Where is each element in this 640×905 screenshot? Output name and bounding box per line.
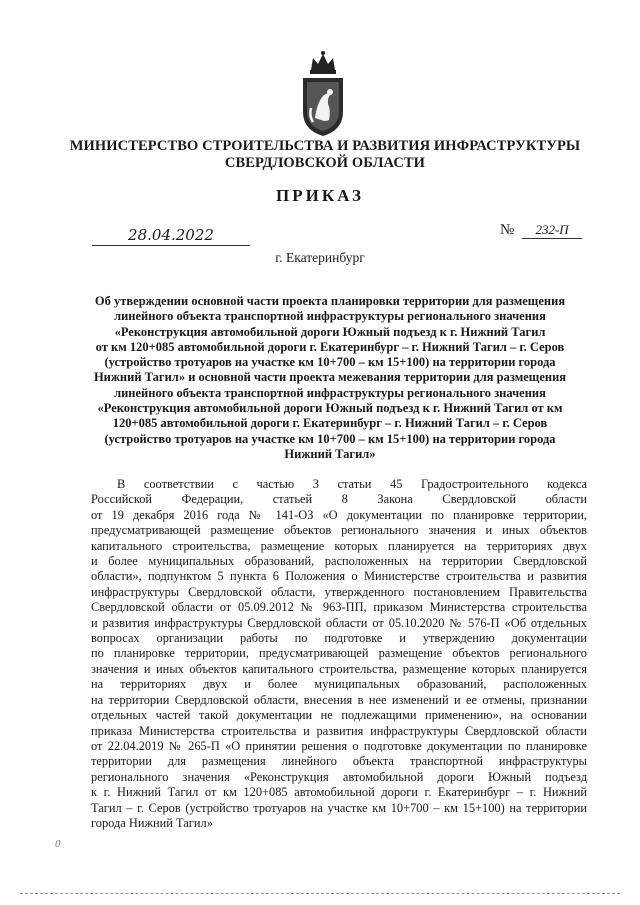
body-line: инфраструктуры Свердловской области, утвержденного постановлением Правительства <box>91 584 587 599</box>
body-line: Российской Федерации, статьей 8 Закона Свердловской области <box>91 492 587 507</box>
subject-line: 120+085 автомобильной дороги г. Екатеринбург – г. Нижний Тагил – г. Серов <box>112 416 548 431</box>
number-sign: № <box>500 222 515 238</box>
subject-line: «Реконструкция автомобильной дороги Южный подъезд к г. Нижний Тагил от км <box>97 401 563 416</box>
order-number-value: 232-П <box>522 222 582 239</box>
body-line: приказа Министерства строительства и развития инфраструктуры Свердловской области <box>91 723 587 738</box>
subject-line: (устройство тротуаров на участке км 10+700 – км 15+100) на территории города <box>104 355 556 370</box>
body-line: Свердловской области от 05.09.2012 № 963-ПП, приказом Министерства строительства <box>91 600 587 615</box>
body-line: и развития инфраструктуры Свердловской области от 05.10.2020 № 576-П «Об отдельных <box>91 615 587 630</box>
subject-line: Об утверждении основной части проекта планировки территории для размещения <box>94 294 566 308</box>
ministry-name-line2: СВЕРДЛОВСКОЙ ОБЛАСТИ <box>224 155 426 171</box>
order-preamble <box>91 477 587 831</box>
body-line: от 22.04.2019 № 265-П «О принятии решения о подготовке документации по планировке <box>91 738 587 753</box>
body-line: от 19 декабря 2016 года № 141-ОЗ «О документации по планировке территории, <box>91 507 587 522</box>
body-line: к г. Нижний Тагил от км 120+085 автомобильной дороги г. Екатеринбург – г. Нижний <box>91 785 587 800</box>
document-type-title: ПРИКАЗ <box>276 186 364 205</box>
body-line: по планировке территории, предусматривающей размещение объектов регионального <box>91 646 587 661</box>
margin-mark: 0 <box>55 838 61 850</box>
order-number <box>500 222 582 239</box>
city-name: г. Екатеринбург <box>275 250 365 265</box>
ministry-name <box>60 138 590 172</box>
body-line: на территориях двух и более муниципальных образований, расположенных <box>91 677 587 692</box>
order-subject <box>80 294 580 462</box>
body-line: капитального строительства, размещение которых планируется на территориях двух <box>91 538 587 553</box>
body-line: В соответствии с частью 3 статьи 45 Градостроительного кодекса <box>117 477 587 491</box>
body-line: Тагил – г. Серов (устройство тротуаров на участке км 10+700 – км 15+100) на территории <box>91 800 587 815</box>
body-line: области», подпунктом 5 пункта 6 Положения о Министерстве строительства и развития <box>91 569 587 584</box>
body-line: вопросах организации работы по подготовке и утверждению документации <box>91 631 587 646</box>
order-date: 28.04.2022 <box>92 226 250 246</box>
subject-line: Нижний Тагил» и основной части проекта межевания территории для размещения <box>93 370 567 385</box>
ministry-name-line1: МИНИСТЕРСТВО СТРОИТЕЛЬСТВА И РАЗВИТИЯ ИНФРАСТРУКТУРЫ <box>69 138 581 154</box>
body-line: регионального значения «Реконструкция автомобильной дороги Южный подъезд <box>91 769 587 784</box>
body-line: и более муниципальных образований, расположенных на территории Свердловской <box>91 554 587 569</box>
page-edge-divider <box>20 893 620 894</box>
body-line: города Нижний Тагил» <box>91 815 213 830</box>
body-line: отдельных частей такой документации не подлежащими применению», на основании <box>91 708 587 723</box>
subject-line: «Реконструкция автомобильной дороги Южный подъезд к г. Нижний Тагил <box>114 324 546 339</box>
body-line: территории для размещения линейного объекта транспортной инфраструктуры <box>91 754 587 769</box>
subject-line: Нижний Тагил» <box>284 446 376 461</box>
subject-line: от км 120+085 автомобильной дороги г. Екатеринбург – г. Нижний Тагил – г. Серов <box>95 339 565 354</box>
subject-line: линейного объекта транспортной инфраструктуры регионального значения <box>114 309 546 324</box>
body-line: на территории Свердловской области, внесения в нее изменений и ее отмены, признании <box>91 692 587 707</box>
body-line: значения и иных объектов капитального строительства, размещение которых планируется <box>91 661 587 676</box>
subject-line: (устройство тротуаров на участке км 10+700 – км 15+100) на территории города <box>104 431 556 446</box>
subject-line: линейного объекта транспортной инфраструктуры регионального значения <box>114 385 546 400</box>
coat-of-arms-emblem <box>297 48 349 138</box>
body-line: предусматривающей размещение объектов регионального значения и иных объектов <box>91 523 587 538</box>
